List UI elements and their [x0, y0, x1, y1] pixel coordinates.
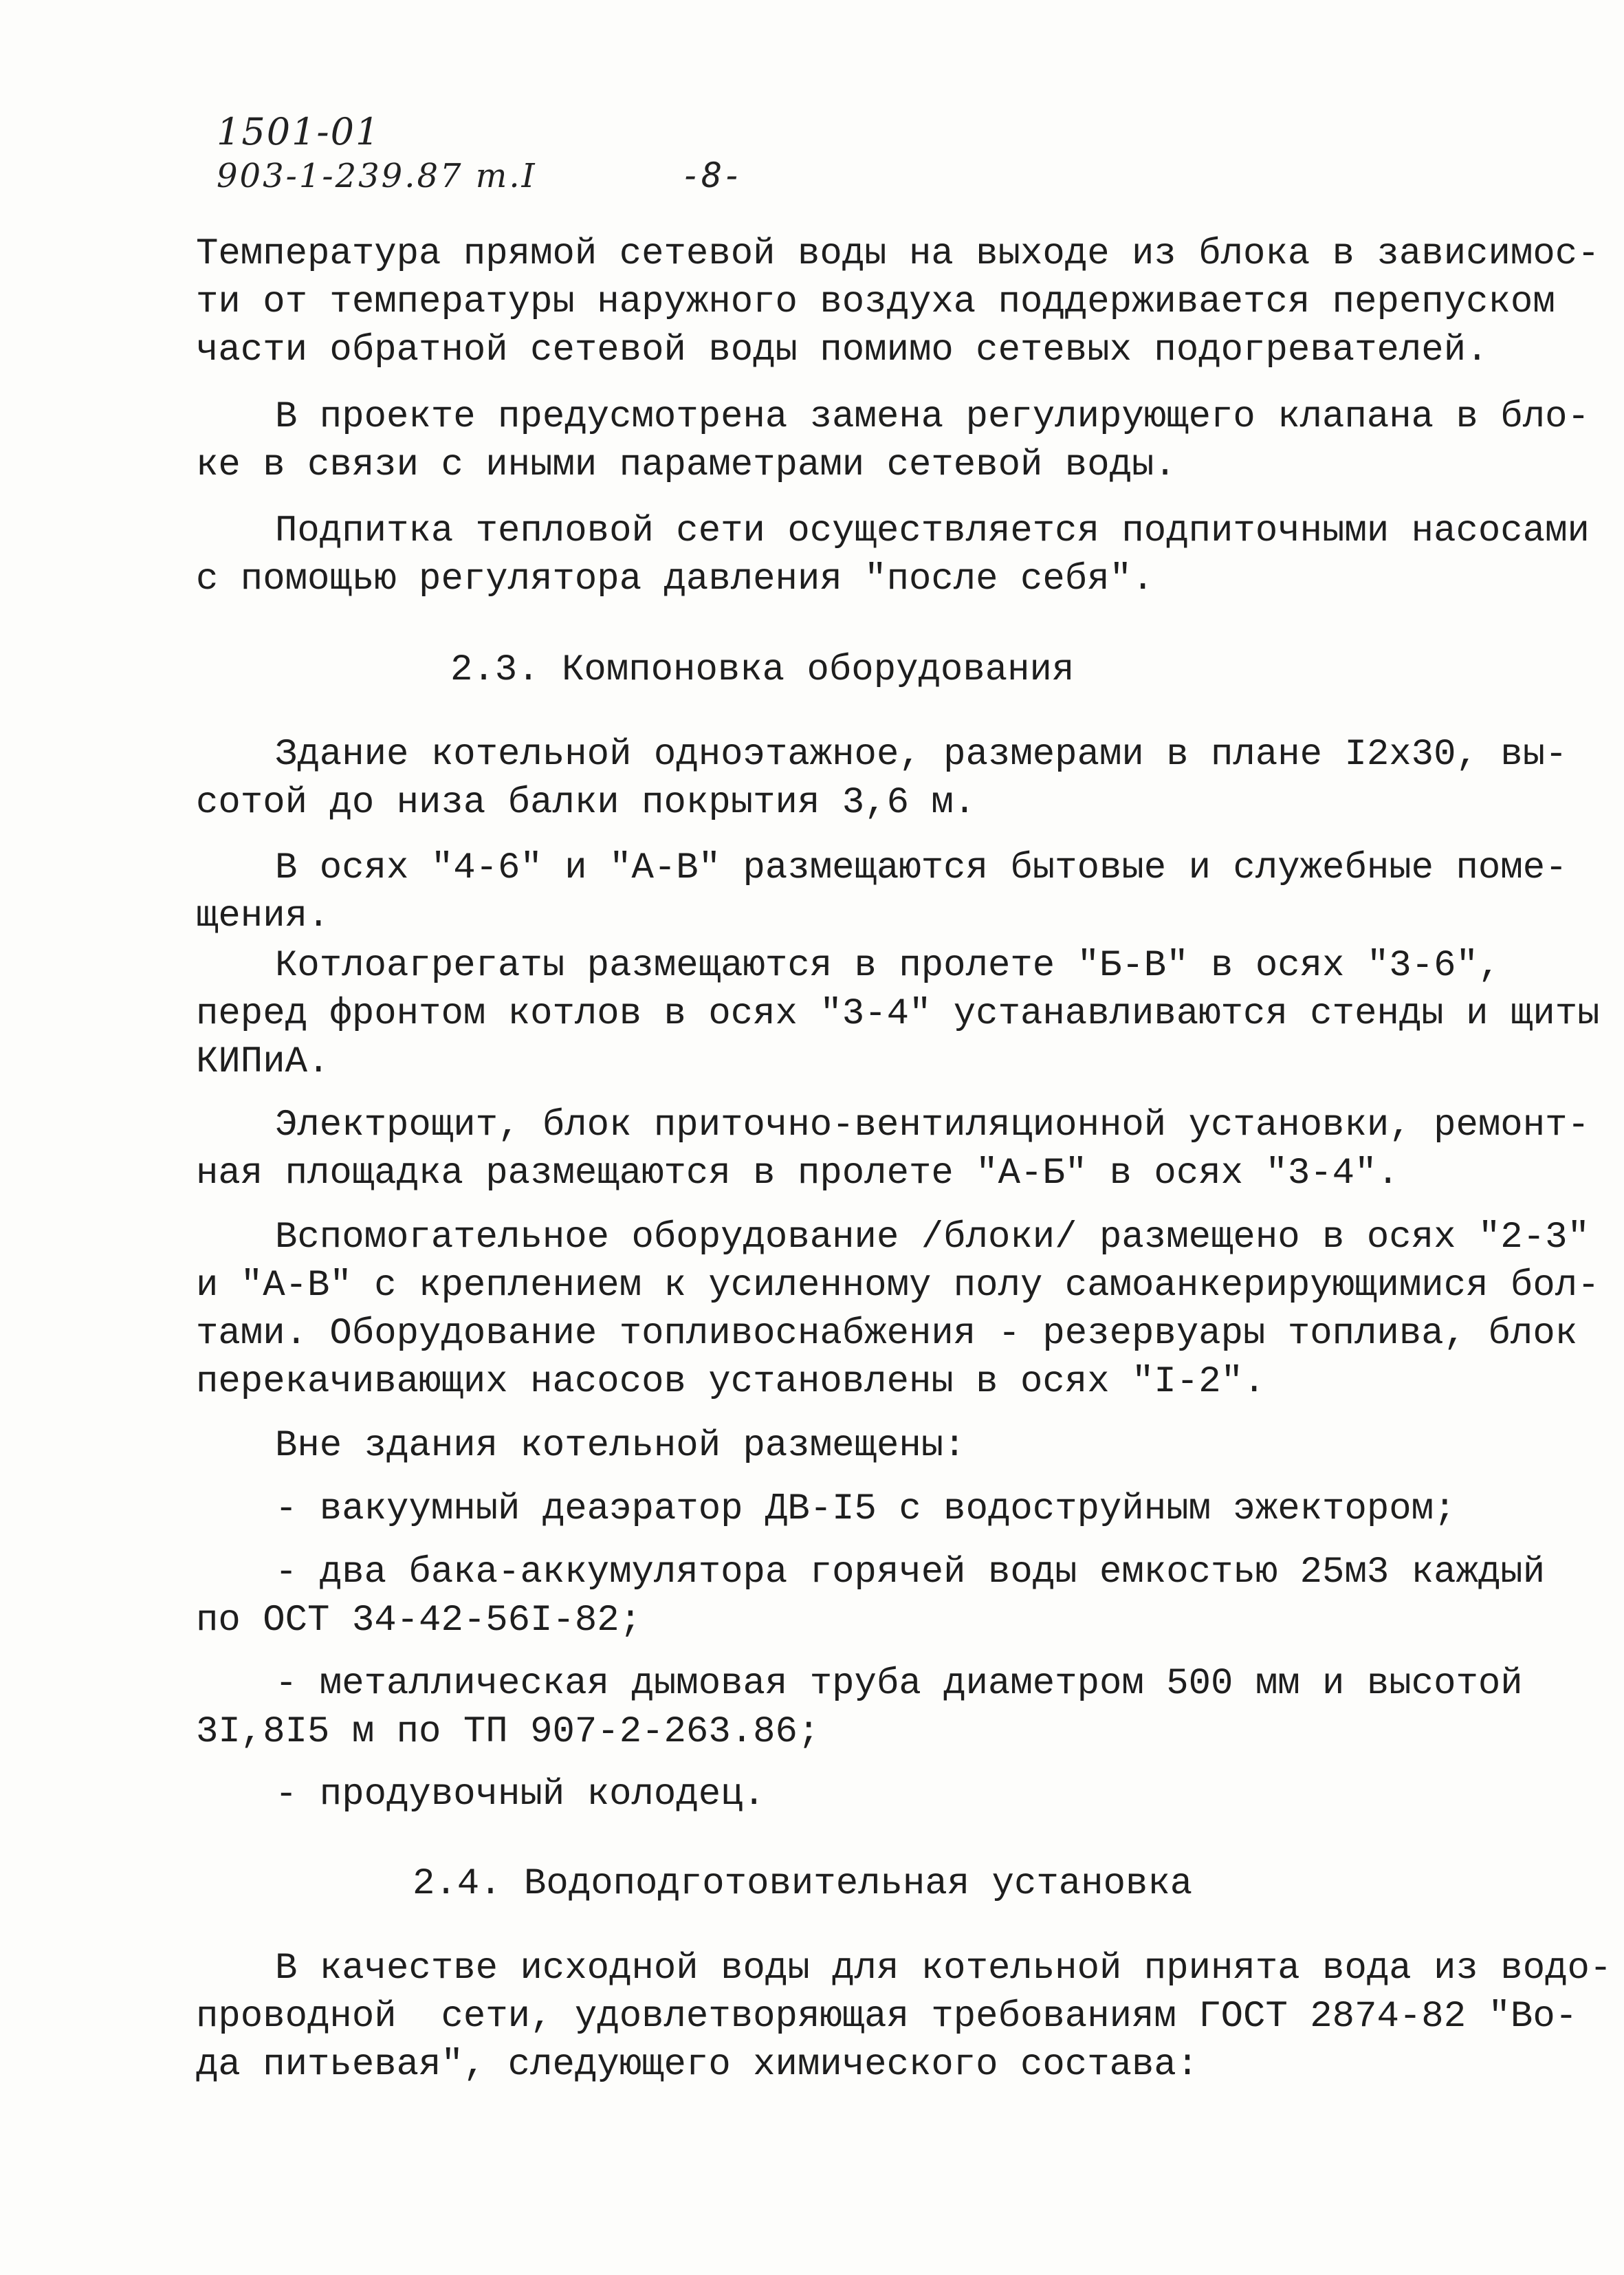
section-heading-2-4: 2.4. Водоподготовительная установка: [413, 1863, 1193, 1905]
list-item-continuation: 3I,8I5 м по ТП 907-2-263.86;: [196, 1711, 820, 1753]
paragraph-line: Температура прямой сетевой воды на выходе из блока в зависимос-: [196, 233, 1600, 275]
list-item: - металлическая дымовая труба диаметром 500 мм и высотой: [275, 1663, 1523, 1705]
paragraph-line: щения.: [196, 895, 330, 937]
handwritten-album-number: 1501-01: [217, 110, 381, 153]
paragraph-line: Котлоагрегаты размещаются в пролете "Б-В" в осях "3-6",: [275, 945, 1501, 987]
page-number: -8-: [681, 155, 743, 195]
section-heading-2-3: 2.3. Компоновка оборудования: [450, 649, 1075, 691]
paragraph-line: ке в связи с иными параметрами сетевой воды.: [196, 444, 1176, 486]
paragraph-line: с помощью регулятора давления "после себя".: [196, 558, 1154, 600]
list-item-continuation: по ОСТ 34-42-56I-82;: [196, 1600, 642, 1642]
paragraph-line: части обратной сетевой воды помимо сетевых подогревателей.: [196, 329, 1489, 371]
list-item: - продувочный колодец.: [275, 1774, 765, 1816]
paragraph-line: и "А-В" с креплением к усиленному полу самоанкерирующимися бол-: [196, 1265, 1600, 1307]
paragraph-line: да питьевая", следующего химического состава:: [196, 2044, 1199, 2086]
paragraph-line: сотой до низа балки покрытия 3,6 м.: [196, 782, 976, 824]
paragraph-line: В осях "4-6" и "А-В" размещаются бытовые и служебные поме-: [275, 847, 1568, 889]
paragraph-line: тами. Оборудование топливоснабжения - резервуары топлива, блок: [196, 1313, 1578, 1355]
paragraph-line: Здание котельной одноэтажное, размерами в плане I2х30, вы-: [275, 734, 1568, 776]
paragraph-line: В проекте предусмотрена замена регулирующего клапана в бло-: [275, 396, 1590, 438]
list-item: - два бака-аккумулятора горячей воды емкостью 25м3 каждый: [275, 1552, 1546, 1593]
paragraph-line: КИПиА.: [196, 1041, 330, 1083]
list-item: - вакуумный деаэратор ДВ-I5 с водоструйным эжектором;: [275, 1488, 1456, 1530]
paragraph-line: Подпитка тепловой сети осуществляется подпиточными насосами: [275, 510, 1590, 552]
paragraph-line: перед фронтом котлов в осях "3-4" устанавливаются стенды и щиты: [196, 993, 1600, 1035]
paragraph-line: Вспомогательное оборудование /блоки/ размещено в осях "2-3": [275, 1217, 1590, 1259]
paragraph-line: Вне здания котельной размещены:: [275, 1425, 966, 1467]
paragraph-line: В качестве исходной воды для котельной принята вода из водо-: [275, 1948, 1612, 1990]
paragraph-line: ти от температуры наружного воздуха поддерживается перепуском: [196, 281, 1555, 323]
paragraph-line: ная площадка размещаются в пролете "А-Б" в осях "3-4".: [196, 1153, 1399, 1195]
paragraph-line: проводной сети, удовлетворяющая требованиям ГОСТ 2874-82 "Во-: [196, 1996, 1578, 2038]
paragraph-line: перекачивающих насосов установлены в осях "I-2".: [196, 1361, 1266, 1403]
handwritten-project-code: 903-1-239.87 т.I: [217, 157, 537, 195]
paragraph-line: Электрощит, блок приточно-вентиляционной установки, ремонт-: [275, 1104, 1590, 1146]
